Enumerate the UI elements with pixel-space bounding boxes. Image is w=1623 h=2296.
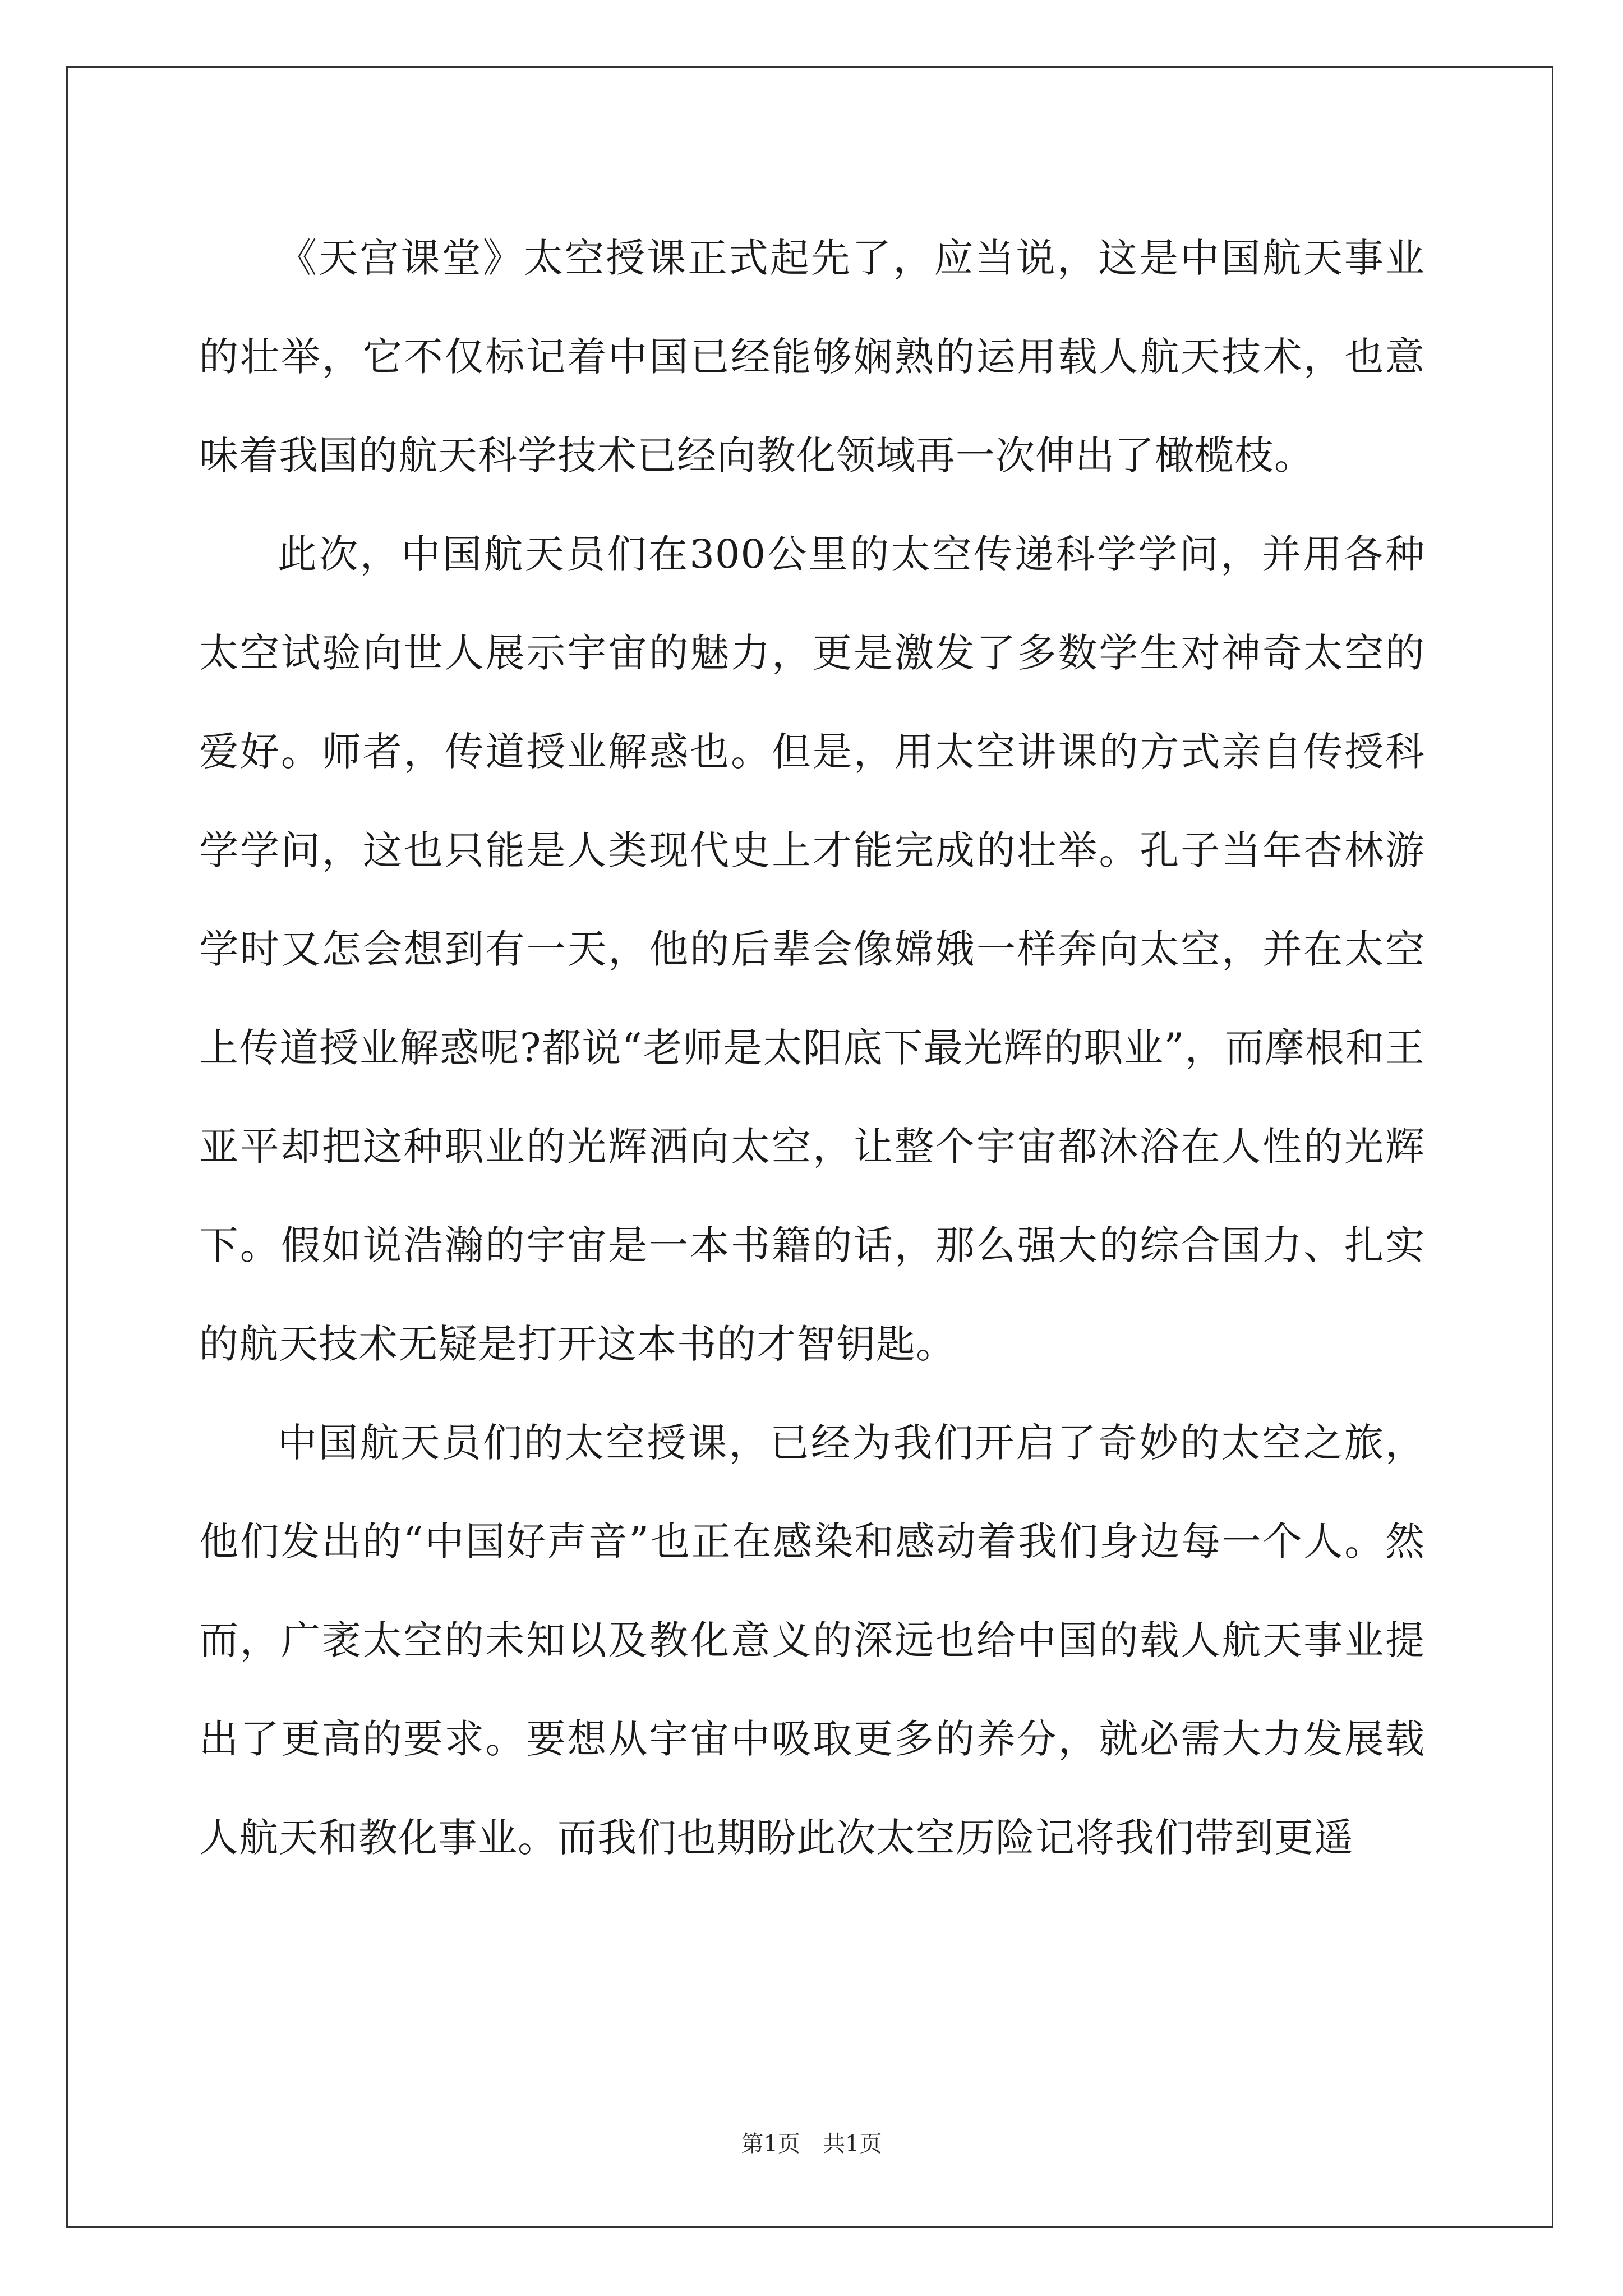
document-body bbox=[199, 209, 1425, 1887]
page-number: 第1页 bbox=[741, 2131, 800, 2157]
paragraph-3: 中国航天员们的太空授课，已经为我们开启了奇妙的太空之旅，他们发出的“中国好声音”也正在感染和感动着我们身边每一个人。然而，广袤太空的未知以及教化意义的深远也给中国的载人航天事业提出了更高的要求。要想从宇宙中吸取更多的养分，就必需大力发展载人航天和教化事业。而我们也期盼此次太空历险记将我们带到更遥 bbox=[199, 1420, 1425, 1861]
page-total: 共1页 bbox=[823, 2131, 882, 2157]
paragraph-2: 此次，中国航天员们在300公里的太空传递科学学问，并用各种太空试验向世人展示宇宙的魅力，更是激发了多数学生对神奇太空的爱好。师者，传道授业解惑也。但是，用太空讲课的方式亲自传授科学学问，这也只能是人类现代史上才能完成的壮举。孔子当年杏林游学时又怎会想到有一天，他的后辈会像嫦娥一样奔向太空，并在太空上传道授业解惑呢?都说“老师是太阳底下最光辉的职业”，而摩根和王亚平却把这种职业的光辉洒向太空，让整个宇宙都沐浴在人性的光辉下。假如说浩瀚的宇宙是一本书籍的话，那么强大的综合国力、扎实的航天技术无疑是打开这本书的才智钥匙。 bbox=[199, 531, 1425, 1367]
paragraph-1: 《天宫课堂》太空授课正式起先了，应当说，这是中国航天事业的壮举，它不仅标记着中国已经能够娴熟的运用载人航天技术，也意味着我国的航天科学技术已经向教化领域再一次伸出了橄榄枝。 bbox=[199, 235, 1425, 478]
page-footer bbox=[0, 2126, 1623, 2158]
